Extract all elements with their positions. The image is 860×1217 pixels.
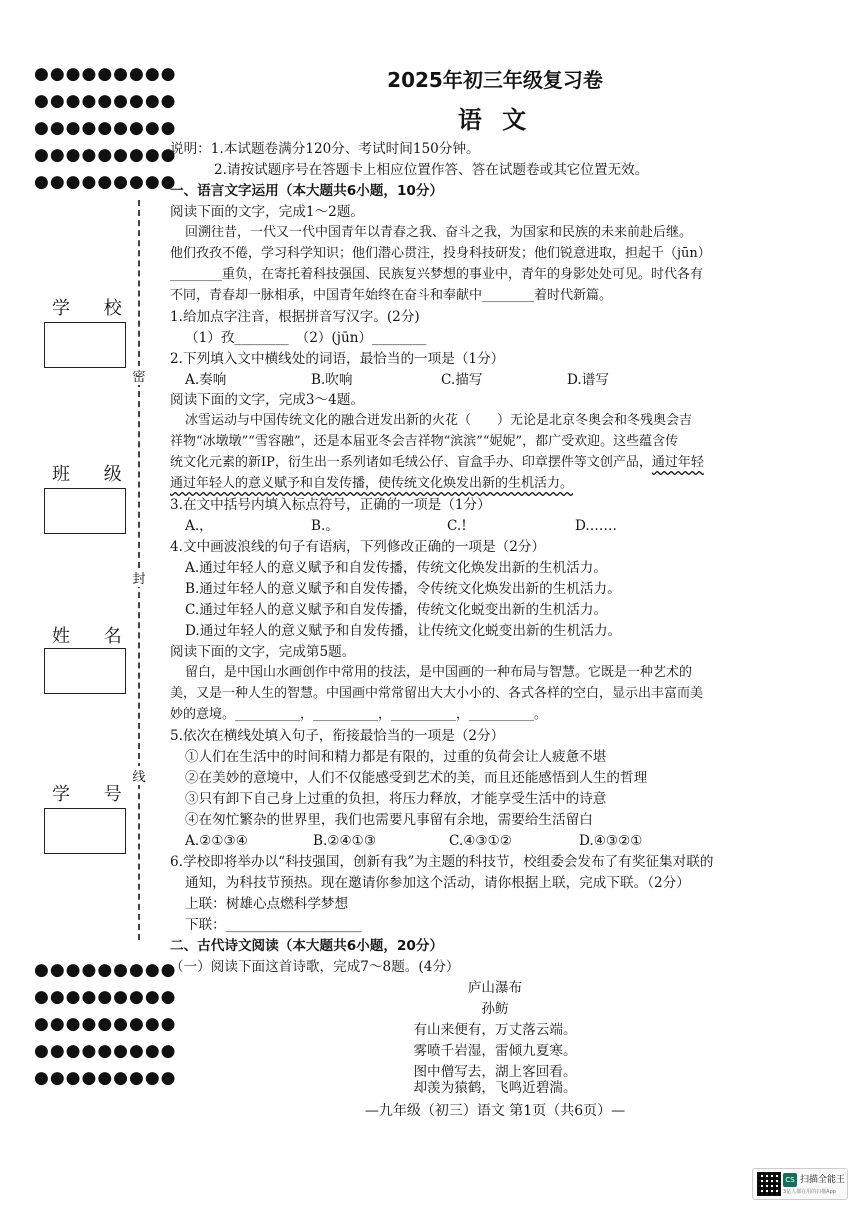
school-field[interactable] [44,322,126,368]
option-a: A.②①③④ [185,833,248,849]
option-d: D.谱写 [567,372,609,388]
passage3-line: 美，又是一种人生的智慧。中国画中常常留出大大小小的、各式各样的空白，显示出丰富而美 [170,686,704,701]
section2-heading: 二、古代诗文阅读（本大题共6小题，20分） [170,938,444,954]
question-3-options [185,515,825,537]
question-4-option-a: A.通过年轻人的意义赋予和自发传播，传统文化焕发出新的生机活力。 [185,560,607,576]
question-5-item: ①人们在生活中的时间和精力都是有限的，过重的负荷会让人疲惫不堪 [185,749,607,765]
class-label: 班 级 [52,464,136,485]
seal-char-feng: 封 [130,568,148,587]
reading-intro: 阅读下面的文字，完成第5题。 [170,644,356,660]
class-field[interactable] [44,488,126,534]
poem-line: 图中僧写去，湖上客回看。 [413,1064,577,1080]
poem-line: 却羡为猿鹤，飞鸣近碧湍。 [413,1080,577,1096]
binding-dots: ●●●●●●●●● [34,987,177,1007]
binding-dots: ●●●●●●●●● [34,145,177,165]
binding-dots: ●●●●●●●●● [34,91,177,111]
binding-dots: ●●●●●●●●● [34,172,177,192]
section1-heading: 一、语言文字运用（本大题共6小题，10分） [170,183,444,199]
passage2-line: 祥物“冰墩墩”“雪容融”，还是本届亚冬会吉祥物“滨滨”“妮妮”，都广受欢迎。这些蕴含传 [170,434,679,449]
passage1-line: ________重负，在寄托着科技强国、民族复兴梦想的事业中，青年的身影处处可见。时代各有 [170,267,704,282]
binding-dots: ●●●●●●●●● [34,64,177,84]
binding-dots: ●●●●●●●●● [34,1014,177,1034]
poem-line: 雾喷千岩湿，雷倾九夏寒。 [413,1043,577,1059]
passage2-line [170,473,830,495]
question-5-item: ②在美妙的意境中，人们不仅能感受到艺术的美，而且还能感悟到人生的哲理 [185,770,648,786]
passage3-line: 留白，是中国山水画创作中常用的技法，是中国画的一种布局与智慧。它既是一种艺术的 [185,665,693,680]
name-field[interactable] [44,648,126,694]
option-b: B.。 [311,518,339,534]
passage2-line [170,452,830,474]
question-1-blanks: （1）孜________ （2）(jūn）________ [185,330,427,346]
option-d: D.④③②① [579,833,643,849]
couplet-upper: 上联：树雄心点燃科学梦想 [185,896,349,912]
seal-char-mi: 密 [130,366,148,385]
passage2-text: 统文化元素的新IP，衍生出一系列诸如毛绒公仔、盲盒手办、印章摆件等文创产品， [170,455,652,470]
seal-char-xian: 线 [130,766,148,785]
passage3-line: 妙的意境。__________，__________，__________，__________。 [170,707,548,722]
passage2-line: 冰雪运动与中国传统文化的融合迸发出新的火花（ ）无论是北京冬奥会和冬残奥会吉 [185,413,693,428]
passage1-line: 他们孜孜不倦，学习科学知识；他们潜心贯注，投身科技研发；他们锐意进取，担起千（jūn） [170,246,711,261]
section2-sub1: （一）阅读下面这首诗歌，完成7～8题。(4分） [170,959,460,975]
cs-logo-icon: CS [783,1173,797,1187]
option-b: B.吹响 [311,372,353,388]
name-label: 姓 名 [52,626,136,647]
question-4: 4.文中画波浪线的句子有语病，下列修改正确的一项是（2分） [170,539,546,555]
option-c: C.描写 [441,372,483,388]
instruction-line: 2.请按试题序号在答题卡上相应位置作答、答在试题卷或其它位置无效。 [214,162,649,178]
reading-intro: 阅读下面的文字，完成1～2题。 [170,204,365,220]
binding-dots: ●●●●●●●●● [34,1068,177,1088]
option-c: C.! [447,518,467,534]
question-6-line: 通知，为科技节预热。现在邀请你参加这个活动，请你根据上联，完成下联。（2分） [185,875,690,891]
option-c: C.④③①② [449,833,512,849]
passage1-line: 不同，青春却一脉相承，中国青年始终在奋斗和奉献中________着时代新篇。 [170,288,613,303]
option-a: A.， [185,518,213,534]
option-d: D.…… [575,518,617,534]
student-id-field[interactable] [44,808,126,854]
question-5-item: ④在匆忙繁杂的世界里，我们也需要凡事留有余地，需要给生活留白 [185,812,593,828]
binding-dots: ●●●●●●●●● [34,118,177,138]
scanner-name: 扫描全能王 [800,1175,846,1185]
option-b: B.②④①③ [313,833,377,849]
wavy-sentence-start: 通过年轻 [651,455,704,470]
school-label: 学 校 [52,298,136,319]
question-6: 6.学校即将举办以“科技强国，创新有我”为主题的科技节，校组委会发布了有奖征集对联的 [170,854,714,870]
student-id-label: 学 号 [52,784,136,805]
wavy-sentence: 通过年轻人的意义赋予和自发传播，使传统文化焕发出新的生机活力。 [170,476,574,491]
question-2: 2.下列填入文中横线处的词语，最恰当的一项是（1分） [170,351,505,367]
couplet-lower: 下联：____________________ [185,917,362,933]
question-4-option-b: B.通过年轻人的意义赋予和自发传播，令传统文化焕发出新的生机活力。 [185,581,621,597]
subject-title: 语 文 [457,106,533,134]
passage1-line: 回溯往昔，一代又一代中国青年以青春之我、奋斗之我，为国家和民族的未来前赴后继。 [185,225,693,240]
question-4-option-c: C.通过年轻人的意义赋予和自发传播，传统文化蜕变出新的生机活力。 [185,602,608,618]
question-5-options [185,830,825,852]
question-1: 1.给加点字注音，根据拼音写汉字。(2分) [170,309,420,325]
question-3: 3.在文中括号内填入标点符号，正确的一项是（1分） [170,497,491,513]
poem-author: 孙鲂 [481,1001,509,1017]
scanner-tagline: 3亿人都在用的扫描App [783,1189,836,1195]
option-a: A.奏响 [185,372,227,388]
question-2-options [185,369,825,391]
question-5: 5.依次在横线处填入句子，衔接最恰当的一项是（2分） [170,728,505,744]
question-5-item: ③只有卸下自己身上过重的负担，将压力释放，才能享受生活中的诗意 [185,791,607,807]
binding-dots: ●●●●●●●●● [34,1041,177,1061]
poem-title: 庐山瀑布 [467,980,523,996]
qr-code-icon [757,1172,781,1196]
instruction-line: 说明：1.本试题卷满分120分、考试时间150分钟。 [170,141,480,157]
question-4-option-d: D.通过年轻人的意义赋予和自发传播，让传统文化蜕变出新的生机活力。 [185,623,622,639]
scanner-watermark [752,1168,848,1200]
exam-title: 2025年初三年级复习卷 [387,68,603,92]
poem-line: 有山来便有，万丈落云端。 [413,1022,577,1038]
reading-intro: 阅读下面的文字，完成3～4题。 [170,392,365,408]
binding-dots: ●●●●●●●●● [34,960,177,980]
page-footer: —九年级（初三）语文 第1页（共6页）— [364,1103,626,1119]
